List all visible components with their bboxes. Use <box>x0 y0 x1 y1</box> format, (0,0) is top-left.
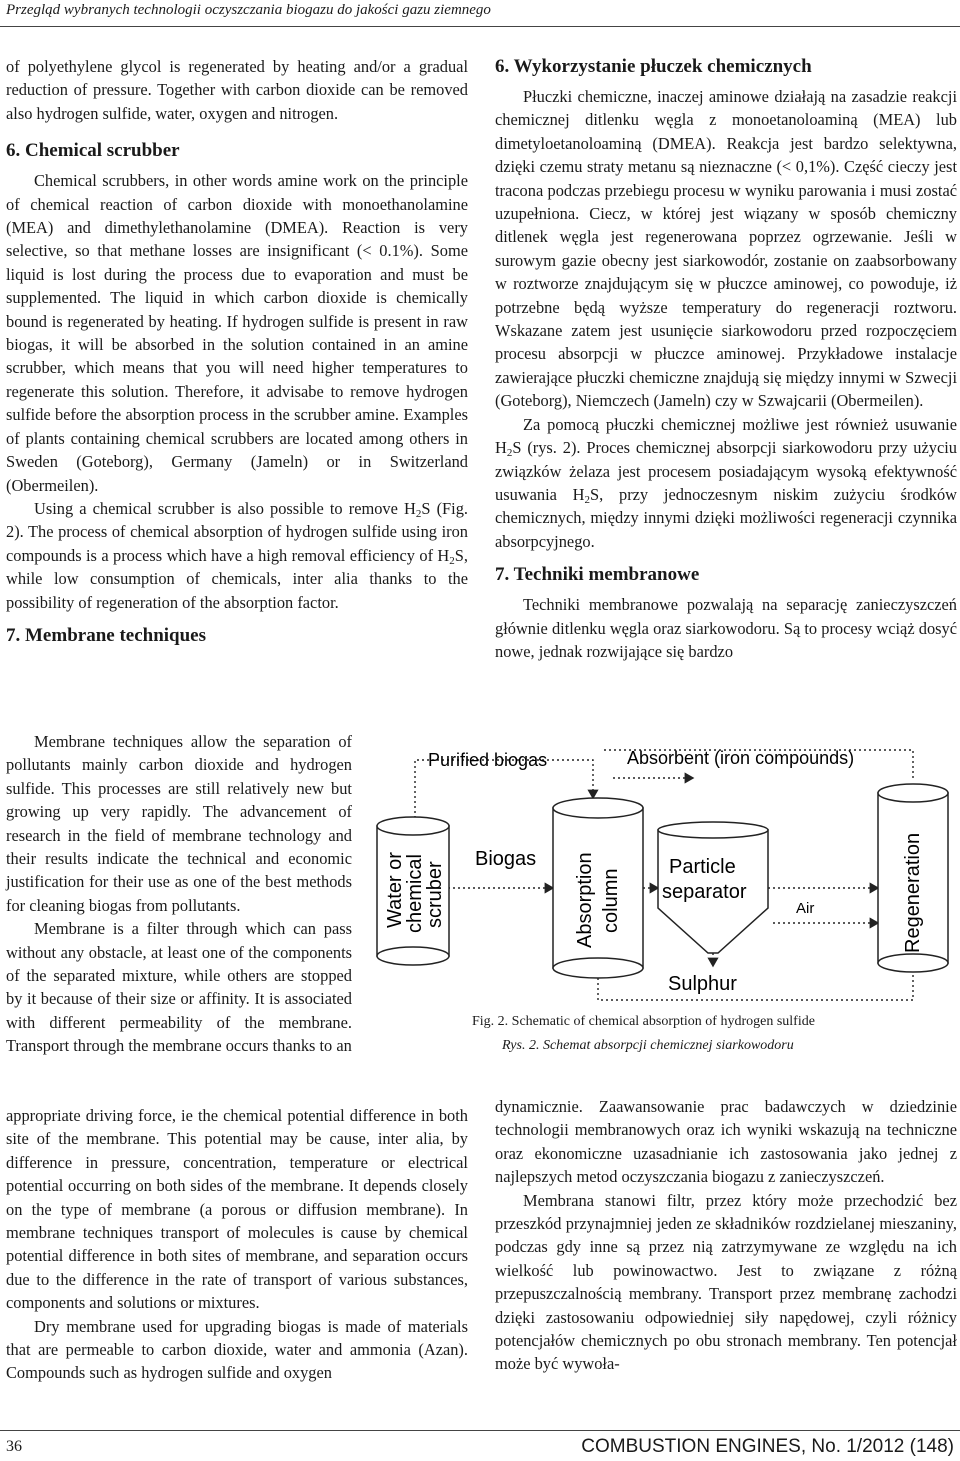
running-title: Przegląd wybranych technologii oczyszczania biogazu do jakości gazu ziemnego <box>6 2 491 18</box>
particle-separator-label-1: Particle <box>669 856 736 878</box>
left-column-mid <box>6 730 352 1058</box>
left-column-top <box>6 55 468 654</box>
schematic-svg <box>373 738 960 1008</box>
scrubber-label-2: chemical <box>404 854 426 933</box>
figure-caption-pl: Rys. 2. Schemat absorpcji chemicznej siarkowodoru <box>502 1038 794 1053</box>
section-heading-6: 6. Chemical scrubber <box>6 140 180 162</box>
journal-title: COMBUSTION ENGINES, No. 1/2012 (148) <box>581 1436 954 1457</box>
paragraph: Membrane is a filter through which can pass without any obstacle, at least one of the components of the separated mixture, while others are stopped by it because of their size or affinity. It is associated with different permeability of the membrane. Transport through the membrane occurs thanks to an <box>6 919 352 1056</box>
flow-line <box>598 968 913 1000</box>
paragraph: appropriate driving force, ie the chemical potential difference in both site of the membrane. This potential may be cause, inter alia, by difference in pressure, concentration, temperature or electrical potential occurring on both sides of the membrane. It depends closely on the type of membrane (a porous or diffusion membrane). In membrane techniques transport of molecules is cause by chemical potential difference in both sites of membrane, and separation occurs due to the difference in the rate of transport of various substances, components and solutions or mixtures. <box>6 1106 468 1313</box>
paragraph: dynamicznie. Zaawansowanie prac badawczych w dziedzinie technologii membranowych oraz ich wyniki wskazują na techniczne oraz ekonomiczne uzasadnianie ich zastosowania jako jednej z najlepszych metod oczyszczania biogazu z zanieczyszczeń. <box>495 1097 957 1187</box>
figure-caption-en: Fig. 2. Schematic of chemical absorption of hydrogen sulfide <box>472 1014 815 1029</box>
air-label: Air <box>796 900 815 917</box>
paragraph: Membrana stanowi filtr, przez który może przechodzić bez przeszkód przynajmniej jeden ze składników rozdzielanej mieszaniny, podczas gdy inne są przez nią zatrzymywane ze względu na ich wielkość lub powinowactwo. Jest to związane z różną przepuszczalnością membrany. Transport przez membranę zachodzi dzięki zastosowaniu odpowiedniej siły napędowej, czyli różnicy potencjałów chemicznych po obu stronach membrany. Ten potencjał może być wywoła- <box>495 1190 957 1374</box>
paragraph: Techniki membranowe pozwalają na separację zanieczyszczeń głównie ditlenku węgla oraz siarkowodoru. Są to procesy wciąż dosyć nowe, jednak rozwijające się bardzo <box>495 595 957 661</box>
scrubber-label-1: Water or <box>384 852 406 928</box>
paragraph: Płuczki chemiczne, inaczej aminowe działają na zasadzie reakcji chemicznej ditlenku węgla z monoetanoloaminą (MEA) lub dimetyloetanoloaminą (DMEA). Reakcja jest bardzo selektywna, dzięki czemu straty metanu są nieznaczne (< 0,1%). Część cieczy jest tracona podczas przebiegu procesu w wyniku parowania i musi zostać uzupełniona. Ciecz, w której jest wiązany w sposób chemiczny ditlenek węgla jest regenerowana poprzez ogrzewanie. Jeśli w surowym gazie obecny jest siarkowodór, zostanie on zaabsorbowany w roztworze znajdującym się w płuczce aminowej, co powoduje, iż potrzebne będą wyższe temperatury do regeneracji roztworu. Wskazane zatem jest usunięcie siarkowodoru przed rozpoczęciem procesu absorpcji w płuczce aminowej. Przykładowe instalacje zawierające płuczki chemiczne znajdują się między innymi w Szwecji (Goteborg), Niemczech (Jameln) czy w Szwajcarii (Obermeilen). <box>495 87 957 411</box>
scrubber-cylinder <box>377 817 449 965</box>
regeneration-label: Regeneration <box>902 832 924 953</box>
left-column-bottom <box>6 1104 468 1385</box>
regeneration-cylinder <box>878 784 948 972</box>
section-heading-7: 7. Membrane techniques <box>6 624 207 646</box>
sulphur-label: Sulphur <box>668 973 737 995</box>
right-column-bottom <box>495 1095 957 1376</box>
scrubber-label-3: scruber <box>424 861 446 928</box>
figure-2-diagram <box>373 738 960 1008</box>
biogas-label: Biogas <box>475 848 537 870</box>
paragraph: Using a chemical scrubber is also possible to remove $H_2S$ (Fig. 2). The process of chemical absorption of hydrogen sulfide using iron compounds is a process which have a high removal efficiency of $H_2S$, while low consumption of chemicals, inter alia thanks to the possibility of regeneration of the absorption factor. <box>6 498 468 612</box>
footer-rule <box>0 1430 960 1431</box>
paragraph: Chemical scrubbers, in other words amine work on the principle of chemical reaction of carbon dioxide with monoethanolamine (MEA) and dimethylethanolamine (DMEA). Reaction is very selective, so that methane losses are insignificant (< 0.1%). Some liquid is lost during the process due to evaporation and must be supplemented. The liquid in which carbon dioxide is chemically bound is regenerated by heating. If hydrogen sulfide is present in raw biogas, it will be absorbed in the solution contained in an amine scrubber, which means that you will need higher temperatures to regenerate this solution. Therefore, it advisabe to remove hydrogen sulfide before the absorption process in the scrubber amine. Examples of plants containing chemical scrubbers are located among others in Sweden (Goteborg), Germany (Jameln) or in Switzerland (Obermeilen). <box>6 171 468 495</box>
absorbent-label: Absorbent (iron compounds) <box>627 748 855 768</box>
paragraph: Dry membrane used for upgrading biogas is made of materials that are permeable to carbon dioxide, water and ammonia (Azan). Compounds such as hydrogen sulfide and oxygen <box>6 1316 468 1383</box>
section-heading-7-pl: 7. Techniki membranowe <box>495 564 700 586</box>
header-rule <box>0 26 960 27</box>
right-column-top <box>495 55 957 663</box>
paragraph: Za pomocą płuczki chemicznej możliwe jest również usuwanie $H_2S$ (rys. 2). Proces chemicznej absorpcji siarkowodoru przy użyciu związków żelaza jest procesem posiadającym wysoką efektywność usuwania $H_2S$, przy jednoczesnym niskim zużyciu środków chemicznych, między innymi dzięki możliwości regeneracji czynnika absorpcyjnego. <box>495 414 957 551</box>
paragraph: of polyethylene glycol is regenerated by heating and/or a gradual reduction of pressure. Together with carbon dioxide can be removed also hydrogen sulfide, water, oxygen and nitrogen. <box>6 57 468 123</box>
particle-separator-label-2: separator <box>662 881 747 903</box>
purified-biogas-label: Purified biogas <box>428 750 548 770</box>
absorption-column-cylinder <box>553 798 643 978</box>
absorption-label-2: column <box>600 868 622 933</box>
page-number: 36 <box>6 1438 22 1455</box>
section-heading-6-pl: 6. Wykorzystanie płuczek chemicznych <box>495 56 812 77</box>
paragraph: Membrane techniques allow the separation of pollutants mainly carbon dioxide and hydrogen sulfide. This processes are still relatively new but growing up very rapidly. The advancement of research in the field of membrane technology and their results indicate the technical and economic justification for their use as one of the best methods for cleaning biogas from pollutants. <box>6 732 352 915</box>
absorption-label-1: Absorption <box>574 852 596 948</box>
